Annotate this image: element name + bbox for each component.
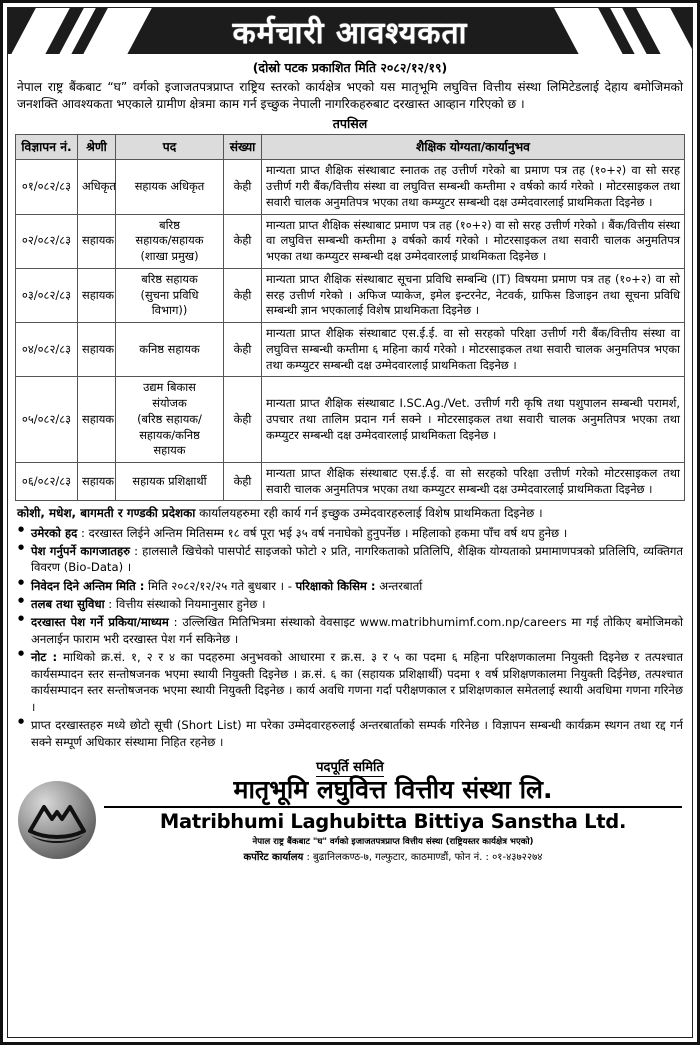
cell-ad-no: ०५/०८२/८३: [16, 377, 78, 463]
cell-qualification: मान्यता प्राप्त शैक्षिक संस्थाबाट सूचना प्रविधि सम्बन्धि (IT) विषयमा प्रमाण पत्र तह (१०+२) वा सो सरह उत्तीर्ण गरेको । अफिज प्याकेज, इमेल इन्टरनेट, नेटवर्क, ग्राफिस डिजाइन तथा सूचना प्रविधि सम्बन्धी ज्ञान भएकालाई विशेष प्राथमिकता दिइनेछ ।: [262, 268, 685, 322]
province-names: कोशी, मधेश, बागमती र गण्डकी प्रदेशका: [17, 506, 196, 521]
note-bullet-text: प्राप्त दरखास्तहरु मध्ये छोटो सूची (Short List) मा परेका उम्मेदवारहरुलाई अन्तरबार्ताको सम्पर्क गरिनेछ । विज्ञापन सम्बन्धी कार्यक्रम स्थगन तथा रद्द गर्न सक्ने सम्पूर्ण अधिकार संस्थामा निहित रहनेछ ।: [31, 718, 683, 749]
note-bullet: [17, 614, 683, 647]
note-bullet-text-2: अन्तरबार्ता: [375, 578, 423, 593]
company-name-english: Matribhumi Laghubitta Bittiya Sanstha Ltd.: [159, 809, 627, 833]
cell-ad-no: ०६/०८२/८३: [16, 462, 78, 500]
note-bullet-label: उमेरको हद: [31, 525, 78, 540]
note-bullet-text: : वित्तीय संस्थाको नियमानुसार हुनेछ ।: [104, 596, 266, 611]
publish-date: (दोस्रो पटक प्रकाशित मिति २०८२/१२/१९): [252, 60, 448, 75]
note-bullet-text: : उल्लिखित मितिभित्रमा संस्थाको वेवसाइट www.matribhumimf.com.np/careers मा गई तोकिए बमोजिमको अनलाईन फाराम भरी दरखास्त पेश गर्न सकिनेछ ।: [31, 615, 683, 646]
note-bullet-label-2: परिक्षाको किसिम :: [295, 578, 376, 593]
cell-ad-no: ०१/०८२/८३: [16, 160, 78, 214]
cell-count: केही: [224, 160, 262, 214]
notes-bullet-list: [17, 525, 683, 751]
cell-count: केही: [224, 214, 262, 268]
tapasil-heading: तपसिल: [332, 115, 368, 131]
table-row: [16, 462, 685, 500]
banner-stripes-right: [502, 8, 692, 54]
footer-branding: [8, 777, 692, 867]
vacancy-table: [15, 134, 685, 502]
note-bullet-label: तलब तथा सुविधा: [31, 596, 105, 611]
note-bullet-label: निवेदन दिने अन्तिम मिति :: [31, 578, 145, 593]
cell-qualification: मान्यता प्राप्त शैक्षिक संस्थाबाट प्रमाण पत्र तह (१०+२) वा सो सरह उत्तीर्ण गरेको । बैंक/वित्तीय संस्था वा लघुवित्त सम्बन्धी कम्तीमा ३ वर्षको कार्य गरेको । मोटरसाइकल तथा सवारी चालक अनुमतिपत्र भएका तथा कम्प्युटर सम्बन्धी दक्ष उम्मेदवारलाई प्राथमिकता दिइनेछ ।: [262, 214, 685, 268]
note-bullet: [17, 717, 683, 750]
page-inner-border: [7, 7, 693, 1038]
company-logo-icon: [18, 781, 96, 859]
cell-class: सहायक: [78, 323, 116, 377]
note-bullet: [17, 525, 683, 542]
cell-post: सहायक अधिकृत: [116, 160, 224, 214]
cell-class: अधिकृत: [78, 160, 116, 214]
th-count: संख्या: [224, 134, 262, 160]
note-bullet: [17, 649, 683, 716]
th-post: पद: [116, 134, 224, 160]
table-header-row: [16, 134, 685, 160]
cell-count: केही: [224, 268, 262, 322]
cell-count: केही: [224, 377, 262, 463]
office-address: : बुढानिलकण्ठ-७, गल्फुटार, काठमाण्डौं, फोन नं. : ०१-४३७२२७४: [303, 851, 543, 863]
th-class: श्रेणी: [78, 134, 116, 160]
intro-section: [8, 54, 692, 134]
table-row: [16, 268, 685, 322]
table-row: [16, 377, 685, 463]
cell-post: उद्यम बिकास संयोजक (बरिष्ठ सहायक/ सहायक/कनिष्ठ सहायक: [116, 377, 224, 463]
province-priority-line: [17, 505, 683, 522]
cell-count: केही: [224, 462, 262, 500]
cell-class: सहायक: [78, 462, 116, 500]
note-bullet-text: : दरखास्त लिईने अन्तिम मितिसम्म १८ वर्ष पूरा भई ३५ वर्ष ननाघेको हुनुपर्नेछ । महिलाको हकमा पाँच वर्ष थप हुनेछ ।: [77, 525, 568, 540]
cell-qualification: मान्यता प्राप्त शैक्षिक संस्थाबाट एस.ई.ई. वा सो सरहको परिक्षा उत्तीर्ण गरी बैंक/वित्तीय संस्था वा लघुवित्त सम्बन्धी कम्तीमा ६ महिना कार्य गरेको । मोटरसाइकल तथा सवारी चालक अनुमतिपत्र भएका तथा कम्प्युटर सम्बन्धी दक्ष उम्मेदवारलाई प्राथमिकता दिइनेछ ।: [262, 323, 685, 377]
cell-qualification: मान्यता प्राप्त शैक्षिक संस्थाबाट स्नातक तह उत्तीर्ण गरेको बा प्रमाण पत्र तह (१०+२) वा सो सरह उत्तीर्ण गरी बैंक/वित्तीय संस्था वा लघुवित्त सम्बन्धी कम्तीमा २ वर्षको कार्य गरेको । मोटरसाइकल तथा सवारी चालक अनुमतिपत्र भएका तथा कम्प्युटर सम्बन्धी दक्ष उम्मेदवारलाई प्राथमिकता दिइनेछ ।: [262, 160, 685, 214]
cell-class: सहायक: [78, 214, 116, 268]
cell-count: केही: [224, 323, 262, 377]
cell-qualification: मान्यता प्राप्त शैक्षिक संस्थाबाट एस.ई.ई. वा सो सरहको परिक्षा उत्तीर्ण गरेको मोटरसाइकल तथा सवारी चालक अनुमतिपत्र भएका तथा कम्प्युटर सम्बन्धी दक्ष उम्मेदवारलाई प्राथमिकता दिइनेछ ।: [262, 462, 685, 500]
note-bullet-text: मिति २०८२/१२/२५ गते बुधबार । -: [144, 578, 296, 593]
table-row: [16, 323, 685, 377]
province-rest: कार्यालयहरुमा रही कार्य गर्न इच्छुक उम्मेदवारहरुलाई विशेष प्राथमिकता दिइनेछ ।: [195, 506, 543, 521]
cell-post: बरिष्ठ सहायक/सहायक (शाखा प्रमुख): [116, 214, 224, 268]
office-label: कर्पोरेट कार्यालय: [243, 851, 304, 863]
cell-ad-no: ०२/०८२/८३: [16, 214, 78, 268]
office-address-line: [104, 849, 682, 863]
th-qualification: शैक्षिक योग्यता/कार्यानुभव: [262, 134, 685, 160]
th-ad-no: विज्ञापन नं.: [16, 134, 78, 160]
header-banner: [8, 8, 692, 54]
banner-stripes-left: [8, 8, 198, 54]
note-bullet-text: माथिको क्र.सं. १, २ र ४ का पदहरुमा अनुभवको आधारमा र क्र.स. ३ र ५ का पदमा ६ महिना परिक्षणकालमा नियुक्ती दिइनेछ र तत्पश्चात कार्यसम्पादन स्तर सन्तोषजनक भएमा स्थायी नियुक्ती दिइनेछ । क्र.सं. ६ का (सहायक प्रशिक्षार्थी) पदमा १ वर्ष प्रशिक्षणकालमा नियुक्ती दिईनेछ, तत्पश्चात कार्यसम्पादन स्तर सन्तोषजनक भएमा स्थायी नियुक्ती दिइनेछ । कार्य अवधि गणना गर्दा परीक्षणकाल र प्रशिक्षणकाल समेतलाई स्थायी अवधिमा गणना गरिनेछ ।: [31, 649, 683, 714]
note-bullet-label: पेश गर्नुपर्ने कागजातहरु: [31, 543, 131, 558]
cell-class: सहायक: [78, 268, 116, 322]
note-bullet-label: दरखास्त पेश गर्ने प्रकिया/माध्यम: [31, 615, 169, 630]
cell-qualification: मान्यता प्राप्त शैक्षिक संस्थाबाट I.SC.Ag./Vet. उत्तीर्ण गरी कृषि तथा पशुपालन सम्बन्धी परामर्श, उपचार तथा तालिम प्रदान गर्न सक्ने । मोटरसाइकल तथा सवारी चालक अनुमतिपत्र भएका तथा कम्प्युटर सम्बन्धी दक्ष उम्मेदवारलाई प्राथमिकता दिइनेछ ।: [262, 377, 685, 463]
note-bullet-text: : हालसालै खिचेको पासपोर्ट साइजको फोटो २ प्रति, नागरिकताको प्रतिलिपि, शैक्षिक योग्यताको प्रमामाणपत्रको प्रतिलिपि, व्यक्तिगत विवरण (Bio-Data) ।: [31, 543, 683, 575]
cell-post: बरिष्ठ सहायक (सुचना प्रविधि विभाग)): [116, 268, 224, 322]
note-bullet: [17, 578, 683, 595]
note-bullet: [17, 543, 683, 576]
notes-section: [8, 501, 692, 752]
note-bullet: [17, 596, 683, 613]
cell-class: सहायक: [78, 377, 116, 463]
page-title: कर्मचारी आवश्यकता: [215, 11, 486, 52]
mountain-logo-mark: [18, 781, 96, 859]
table-row: [16, 160, 685, 214]
company-name-nepali: मातृभूमि लघुवित्त वित्तीय संस्था लि.: [104, 777, 682, 808]
cell-post: सहायक प्रशिक्षार्थी: [116, 462, 224, 500]
vacancy-table-wrapper: [8, 134, 692, 502]
cell-ad-no: ०४/०८२/८३: [16, 323, 78, 377]
license-line: नेपाल राष्ट्र बैंकबाट "घ" वर्गको इजाजतपत्रप्राप्त वित्तीय संस्था (राष्ट्रियस्तर कार्यक्षेत्र भएको): [252, 836, 534, 847]
cell-ad-no: ०३/०८२/८३: [16, 268, 78, 322]
intro-paragraph: नेपाल राष्ट्र बैंकबाट “घ” वर्गको इजाजतपत्रप्राप्त राष्ट्रिय स्तरको कार्यक्षेत्र भएको यस मातृभूमि लघुवित्त वित्तीय संस्था लिमिटेडलाई देहाय बमोजिमको जनशक्ति आवश्यकता भएकाले ग्रामीण क्षेत्रमा काम गर्न इच्छुक नेपाली नागरिकहरुबाट दरखास्त आव्हान गरिएको छ ।: [17, 80, 683, 112]
table-row: [16, 214, 685, 268]
cell-post: कनिष्ठ सहायक: [116, 323, 224, 377]
note-bullet-label: नोट :: [31, 649, 58, 664]
committee-line: पदपूर्ति समिति: [316, 760, 384, 776]
